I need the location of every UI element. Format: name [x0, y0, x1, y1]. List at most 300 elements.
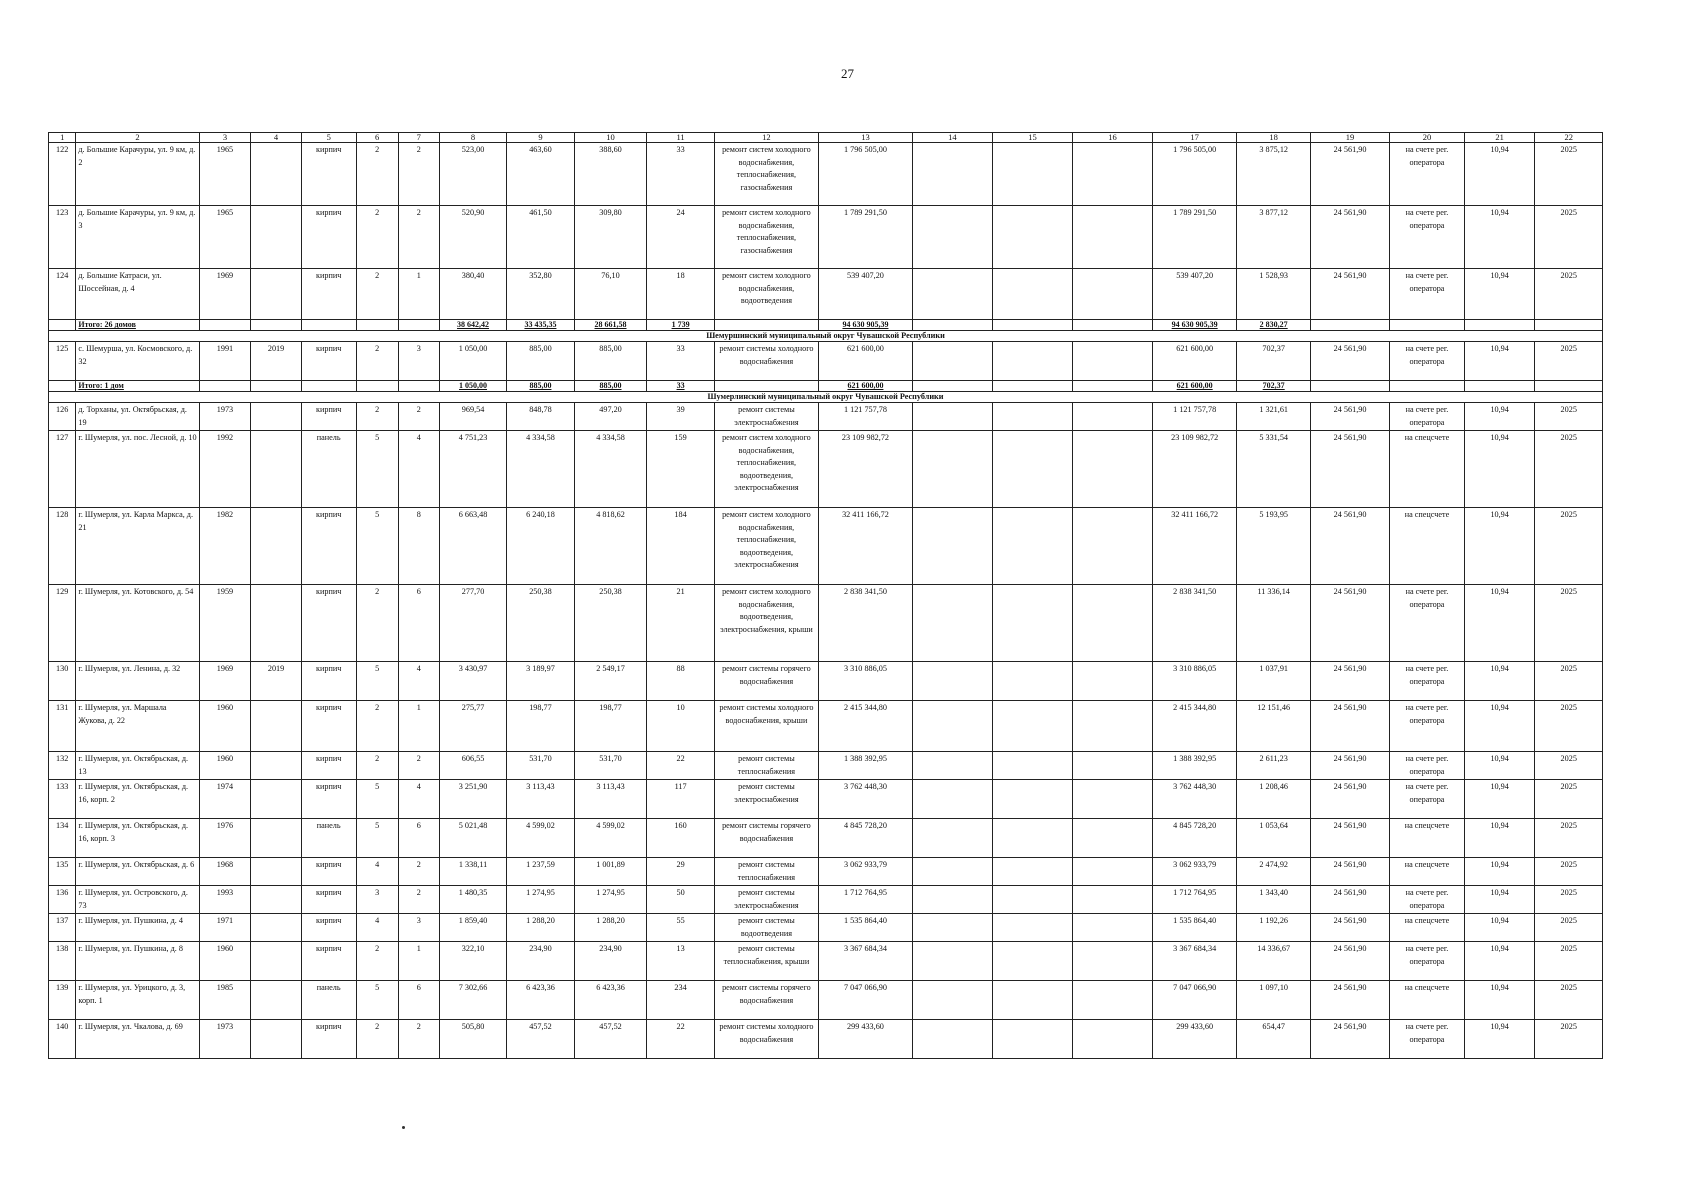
- table-cell: на счете рег. оператора: [1390, 206, 1465, 269]
- table-cell: 10,94: [1464, 662, 1535, 701]
- table-cell: 523,00: [439, 143, 506, 206]
- table-cell: 5: [356, 431, 398, 508]
- table-cell: 126: [49, 403, 76, 431]
- table-cell: на счете рег. оператора: [1390, 886, 1465, 914]
- table-cell: 234: [647, 981, 714, 1020]
- table-cell: 24 561,90: [1311, 585, 1390, 662]
- table-cell: 1 192,26: [1237, 914, 1311, 942]
- table-cell: ремонт систем холодного водоснабжения, теплоснабжения, газоснабжения: [714, 206, 818, 269]
- table-cell: 22: [647, 752, 714, 780]
- table-cell: 1 053,64: [1237, 819, 1311, 858]
- table-cell: [251, 752, 302, 780]
- table-cell: 3 251,90: [439, 780, 506, 819]
- table-cell: 969,54: [439, 403, 506, 431]
- table-cell: [992, 914, 1072, 942]
- table-cell: 13: [647, 942, 714, 981]
- table-cell: [1072, 403, 1152, 431]
- table-cell: 3 762 448,30: [819, 780, 913, 819]
- table-cell: 2: [356, 585, 398, 662]
- column-number-header: 8: [439, 133, 506, 143]
- table-cell: [912, 886, 992, 914]
- table-cell: 1 338,11: [439, 858, 506, 886]
- table-cell: 1: [398, 701, 439, 752]
- table-cell: 309,80: [574, 206, 647, 269]
- table-cell: 2025: [1535, 206, 1603, 269]
- table-cell: 127: [49, 431, 76, 508]
- table-cell: 39: [647, 403, 714, 431]
- table-cell: 198,77: [507, 701, 574, 752]
- table-cell: [251, 1020, 302, 1059]
- table-cell: 160: [647, 819, 714, 858]
- table-cell: кирпич: [301, 701, 356, 752]
- table-cell: ремонт системы водоотведения: [714, 914, 818, 942]
- table-cell: на спецсчете: [1390, 508, 1465, 585]
- section-header-row: [49, 392, 1603, 403]
- table-cell: 21: [647, 585, 714, 662]
- table-cell: 2025: [1535, 269, 1603, 320]
- table-cell: 2 549,17: [574, 662, 647, 701]
- table-cell: 1 712 764,95: [1153, 886, 1237, 914]
- table-cell: кирпич: [301, 780, 356, 819]
- table-cell: [912, 942, 992, 981]
- table-cell: 138: [49, 942, 76, 981]
- table-cell: 4 845 728,20: [1153, 819, 1237, 858]
- table-cell: [251, 981, 302, 1020]
- table-cell: 2025: [1535, 819, 1603, 858]
- table-cell: 28 661,58: [574, 320, 647, 331]
- table-cell: 32 411 166,72: [1153, 508, 1237, 585]
- table-cell: 140: [49, 1020, 76, 1059]
- table-row: [49, 403, 1603, 431]
- table-cell: д. Большие Катраси, ул. Шоссейная, д. 4: [76, 269, 199, 320]
- total-row: [49, 381, 1603, 392]
- table-cell: 497,20: [574, 403, 647, 431]
- table-cell: [251, 780, 302, 819]
- column-number-header: 3: [199, 133, 251, 143]
- table-cell: 380,40: [439, 269, 506, 320]
- table-cell: 10,94: [1464, 914, 1535, 942]
- table-cell: кирпич: [301, 942, 356, 981]
- table-cell: 2 415 344,80: [1153, 701, 1237, 752]
- table-cell: д. Большие Карачуры, ул. 9 км, д. 3: [76, 206, 199, 269]
- table-cell: на счете рег. оператора: [1390, 752, 1465, 780]
- table-cell: 1959: [199, 585, 251, 662]
- table-cell: [912, 701, 992, 752]
- table-cell: 133: [49, 780, 76, 819]
- table-cell: на счете рег. оператора: [1390, 701, 1465, 752]
- table-cell: кирпич: [301, 342, 356, 381]
- table-cell: 848,78: [507, 403, 574, 431]
- table-cell: ремонт систем холодного водоснабжения, теплоснабжения, газоснабжения: [714, 143, 818, 206]
- table-cell: 1 388 392,95: [1153, 752, 1237, 780]
- table-cell: 10,94: [1464, 403, 1535, 431]
- table-cell: [1535, 381, 1603, 392]
- column-number-header: 9: [507, 133, 574, 143]
- table-cell: кирпич: [301, 858, 356, 886]
- table-cell: [251, 914, 302, 942]
- table-cell: [1311, 381, 1390, 392]
- table-cell: 10,94: [1464, 701, 1535, 752]
- table-cell: на счете рег. оператора: [1390, 780, 1465, 819]
- table-cell: 1 050,00: [439, 381, 506, 392]
- table-cell: 3: [398, 914, 439, 942]
- table-cell: [251, 701, 302, 752]
- table-cell: 1 037,91: [1237, 662, 1311, 701]
- table-cell: д. Большие Карачуры, ул. 9 км, д. 2: [76, 143, 199, 206]
- table-cell: кирпич: [301, 886, 356, 914]
- table-cell: [992, 403, 1072, 431]
- table-cell: кирпич: [301, 752, 356, 780]
- table-cell: 2: [356, 143, 398, 206]
- table-cell: 24 561,90: [1311, 143, 1390, 206]
- table-cell: 2: [356, 269, 398, 320]
- table-cell: 1: [398, 942, 439, 981]
- table-cell: [1464, 320, 1535, 331]
- table-cell: 2025: [1535, 981, 1603, 1020]
- table-cell: 539 407,20: [819, 269, 913, 320]
- table-cell: 5: [356, 981, 398, 1020]
- table-cell: 3 875,12: [1237, 143, 1311, 206]
- table-cell: на спецсчете: [1390, 981, 1465, 1020]
- table-row: [49, 942, 1603, 981]
- table-cell: ремонт системы теплоснабжения: [714, 752, 818, 780]
- column-number-header: 20: [1390, 133, 1465, 143]
- table-cell: 33 435,35: [507, 320, 574, 331]
- table-cell: [251, 403, 302, 431]
- table-cell: 5: [356, 780, 398, 819]
- table-cell: 463,60: [507, 143, 574, 206]
- table-cell: 621 600,00: [1153, 342, 1237, 381]
- table-cell: [1072, 752, 1152, 780]
- table-cell: 2025: [1535, 431, 1603, 508]
- table-cell: 3 189,97: [507, 662, 574, 701]
- table-cell: на счете рег. оператора: [1390, 403, 1465, 431]
- table-cell: [912, 381, 992, 392]
- table-cell: [912, 914, 992, 942]
- table-cell: 10,94: [1464, 143, 1535, 206]
- table-cell: 2025: [1535, 585, 1603, 662]
- table-cell: [992, 819, 1072, 858]
- table-cell: [992, 508, 1072, 585]
- table-cell: 275,77: [439, 701, 506, 752]
- table-row: [49, 206, 1603, 269]
- table-cell: 14 336,67: [1237, 942, 1311, 981]
- table-cell: 885,00: [507, 342, 574, 381]
- table-cell: 299 433,60: [819, 1020, 913, 1059]
- column-number-header: 17: [1153, 133, 1237, 143]
- table-cell: [398, 381, 439, 392]
- table-cell: [714, 320, 818, 331]
- table-cell: 3 310 886,05: [1153, 662, 1237, 701]
- table-cell: 1 097,10: [1237, 981, 1311, 1020]
- table-cell: на счете рег. оператора: [1390, 662, 1465, 701]
- table-cell: 1 712 764,95: [819, 886, 913, 914]
- table-cell: 12 151,46: [1237, 701, 1311, 752]
- table-cell: 1960: [199, 942, 251, 981]
- table-cell: 1 528,93: [1237, 269, 1311, 320]
- table-cell: 33: [647, 143, 714, 206]
- table-cell: 606,55: [439, 752, 506, 780]
- table-cell: 702,37: [1237, 342, 1311, 381]
- table-cell: [992, 320, 1072, 331]
- table-cell: [912, 819, 992, 858]
- table-cell: [912, 143, 992, 206]
- table-cell: 1 859,40: [439, 914, 506, 942]
- table-cell: 1974: [199, 780, 251, 819]
- table-cell: 33: [647, 381, 714, 392]
- capital-repair-table-wrap: [48, 132, 1603, 1059]
- table-cell: [356, 320, 398, 331]
- table-cell: [992, 143, 1072, 206]
- table-cell: 2025: [1535, 858, 1603, 886]
- table-cell: 457,52: [574, 1020, 647, 1059]
- table-cell: 24 561,90: [1311, 662, 1390, 701]
- table-cell: 322,10: [439, 942, 506, 981]
- table-cell: [356, 381, 398, 392]
- table-row: [49, 508, 1603, 585]
- table-cell: [251, 206, 302, 269]
- table-cell: 139: [49, 981, 76, 1020]
- table-cell: Итого: 1 дом: [76, 381, 199, 392]
- table-cell: 10,94: [1464, 585, 1535, 662]
- table-cell: панель: [301, 431, 356, 508]
- column-number-header: 1: [49, 133, 76, 143]
- table-cell: 137: [49, 914, 76, 942]
- table-cell: кирпич: [301, 1020, 356, 1059]
- table-cell: ремонт систем холодного водоснабжения, водоотведения, электроснабжения, крыши: [714, 585, 818, 662]
- table-cell: ремонт системы теплоснабжения, крыши: [714, 942, 818, 981]
- table-cell: 4 751,23: [439, 431, 506, 508]
- table-cell: 2 830,27: [1237, 320, 1311, 331]
- table-cell: 1971: [199, 914, 251, 942]
- table-cell: 1 789 291,50: [1153, 206, 1237, 269]
- table-cell: 7 047 066,90: [1153, 981, 1237, 1020]
- total-row: [49, 320, 1603, 331]
- table-cell: 520,90: [439, 206, 506, 269]
- table-cell: 2: [398, 1020, 439, 1059]
- table-cell: 3 062 933,79: [1153, 858, 1237, 886]
- table-cell: 10,94: [1464, 886, 1535, 914]
- table-cell: 76,10: [574, 269, 647, 320]
- table-cell: 1982: [199, 508, 251, 585]
- table-cell: 1 480,35: [439, 886, 506, 914]
- table-cell: 702,37: [1237, 381, 1311, 392]
- table-cell: 198,77: [574, 701, 647, 752]
- table-cell: 2025: [1535, 342, 1603, 381]
- table-cell: 352,80: [507, 269, 574, 320]
- table-cell: 1968: [199, 858, 251, 886]
- table-cell: 8: [398, 508, 439, 585]
- table-cell: [1072, 342, 1152, 381]
- table-cell: на счете рег. оператора: [1390, 269, 1465, 320]
- table-cell: на спецсчете: [1390, 431, 1465, 508]
- table-cell: [1311, 320, 1390, 331]
- table-cell: 1 321,61: [1237, 403, 1311, 431]
- table-cell: [992, 662, 1072, 701]
- table-row: [49, 780, 1603, 819]
- table-cell: 234,90: [574, 942, 647, 981]
- table-cell: [1072, 269, 1152, 320]
- table-cell: [398, 320, 439, 331]
- table-cell: [1072, 886, 1152, 914]
- table-cell: 10,94: [1464, 819, 1535, 858]
- table-cell: 3 430,97: [439, 662, 506, 701]
- table-cell: 24 561,90: [1311, 981, 1390, 1020]
- table-cell: 3 062 933,79: [819, 858, 913, 886]
- table-cell: 2025: [1535, 1020, 1603, 1059]
- table-cell: 1973: [199, 1020, 251, 1059]
- table-cell: 5: [356, 819, 398, 858]
- table-cell: 129: [49, 585, 76, 662]
- table-cell: 6: [398, 981, 439, 1020]
- table-cell: [992, 342, 1072, 381]
- table-cell: 2: [398, 886, 439, 914]
- table-cell: 2 838 341,50: [819, 585, 913, 662]
- table-cell: 10: [647, 701, 714, 752]
- table-cell: 24 561,90: [1311, 858, 1390, 886]
- table-cell: на спецсчете: [1390, 914, 1465, 942]
- table-cell: 1965: [199, 143, 251, 206]
- table-cell: 1 121 757,78: [819, 403, 913, 431]
- table-cell: 1 288,20: [574, 914, 647, 942]
- table-cell: 2025: [1535, 780, 1603, 819]
- table-cell: кирпич: [301, 206, 356, 269]
- column-number-header-row: [49, 133, 1603, 143]
- table-cell: [1072, 381, 1152, 392]
- table-cell: 1: [398, 269, 439, 320]
- table-cell: [251, 431, 302, 508]
- table-cell: 2 415 344,80: [819, 701, 913, 752]
- table-cell: 3 367 684,34: [819, 942, 913, 981]
- table-cell: [49, 320, 76, 331]
- table-cell: кирпич: [301, 508, 356, 585]
- table-cell: 10,94: [1464, 981, 1535, 1020]
- table-cell: 24 561,90: [1311, 701, 1390, 752]
- table-cell: 457,52: [507, 1020, 574, 1059]
- table-cell: [1072, 858, 1152, 886]
- table-row: [49, 886, 1603, 914]
- table-cell: ремонт систем холодного водоснабжения, теплоснабжения, водоотведения, электроснабжения: [714, 508, 818, 585]
- table-cell: ремонт системы горячего водоснабжения: [714, 819, 818, 858]
- table-cell: [912, 858, 992, 886]
- table-cell: 885,00: [574, 342, 647, 381]
- table-cell: ремонт систем холодного водоснабжения, водоотведения: [714, 269, 818, 320]
- table-cell: 3 877,12: [1237, 206, 1311, 269]
- column-number-header: 5: [301, 133, 356, 143]
- table-cell: 122: [49, 143, 76, 206]
- table-cell: 1 535 864,40: [1153, 914, 1237, 942]
- column-number-header: 2: [76, 133, 199, 143]
- table-cell: 388,60: [574, 143, 647, 206]
- column-number-header: 16: [1072, 133, 1152, 143]
- table-cell: 7 302,66: [439, 981, 506, 1020]
- table-cell: 94 630 905,39: [819, 320, 913, 331]
- table-cell: 6 423,36: [574, 981, 647, 1020]
- table-cell: г. Шумерля, ул. Чкалова, д. 69: [76, 1020, 199, 1059]
- table-cell: [912, 431, 992, 508]
- table-cell: [912, 1020, 992, 1059]
- table-cell: 4 818,62: [574, 508, 647, 585]
- table-cell: [199, 381, 251, 392]
- table-cell: [251, 942, 302, 981]
- table-cell: [992, 431, 1072, 508]
- table-cell: 124: [49, 269, 76, 320]
- table-cell: 2025: [1535, 508, 1603, 585]
- column-number-header: 11: [647, 133, 714, 143]
- table-cell: 2019: [251, 342, 302, 381]
- table-cell: 1 121 757,78: [1153, 403, 1237, 431]
- table-cell: [912, 508, 992, 585]
- table-cell: 2: [398, 403, 439, 431]
- table-cell: 1 535 864,40: [819, 914, 913, 942]
- table-cell: 1985: [199, 981, 251, 1020]
- table-cell: 4: [398, 431, 439, 508]
- table-cell: 24: [647, 206, 714, 269]
- table-cell: [1072, 508, 1152, 585]
- table-cell: 159: [647, 431, 714, 508]
- table-cell: 32 411 166,72: [819, 508, 913, 585]
- table-cell: 2025: [1535, 752, 1603, 780]
- table-cell: [992, 981, 1072, 1020]
- table-cell: 531,70: [507, 752, 574, 780]
- table-row: [49, 662, 1603, 701]
- table-cell: 1960: [199, 752, 251, 780]
- column-number-header: 7: [398, 133, 439, 143]
- table-cell: 128: [49, 508, 76, 585]
- table-cell: 136: [49, 886, 76, 914]
- table-cell: 2: [356, 206, 398, 269]
- table-cell: г. Шумерля, ул. Октябрьская, д. 16, корп. 2: [76, 780, 199, 819]
- table-cell: на счете рег. оператора: [1390, 143, 1465, 206]
- table-cell: [1072, 914, 1152, 942]
- table-cell: кирпич: [301, 143, 356, 206]
- table-cell: 3 310 886,05: [819, 662, 913, 701]
- table-cell: ремонт системы электроснабжения: [714, 780, 818, 819]
- column-number-header: 10: [574, 133, 647, 143]
- table-cell: 5 021,48: [439, 819, 506, 858]
- table-cell: 3 367 684,34: [1153, 942, 1237, 981]
- table-cell: [992, 585, 1072, 662]
- table-cell: 117: [647, 780, 714, 819]
- table-cell: 1 388 392,95: [819, 752, 913, 780]
- table-cell: 24 561,90: [1311, 269, 1390, 320]
- table-cell: [912, 320, 992, 331]
- table-cell: на спецсчете: [1390, 858, 1465, 886]
- table-cell: 6 423,36: [507, 981, 574, 1020]
- table-cell: ремонт системы холодного водоснабжения: [714, 342, 818, 381]
- table-cell: [912, 403, 992, 431]
- table-cell: 135: [49, 858, 76, 886]
- table-cell: 1960: [199, 701, 251, 752]
- table-cell: [912, 752, 992, 780]
- table-cell: 1992: [199, 431, 251, 508]
- table-cell: 10,94: [1464, 431, 1535, 508]
- table-cell: панель: [301, 819, 356, 858]
- table-cell: с. Шемурша, ул. Космовского, д. 32: [76, 342, 199, 381]
- table-cell: 539 407,20: [1153, 269, 1237, 320]
- table-cell: 505,80: [439, 1020, 506, 1059]
- table-cell: 1993: [199, 886, 251, 914]
- table-cell: ремонт системы горячего водоснабжения: [714, 981, 818, 1020]
- table-cell: [992, 752, 1072, 780]
- table-cell: г. Шумерля, ул. Октябрьская, д. 16, корп. 3: [76, 819, 199, 858]
- table-cell: 1973: [199, 403, 251, 431]
- table-cell: [992, 1020, 1072, 1059]
- table-row: [49, 342, 1603, 381]
- table-cell: г. Шумерля, ул. Маршала Жукова, д. 22: [76, 701, 199, 752]
- table-cell: 1 208,46: [1237, 780, 1311, 819]
- table-cell: 3 113,43: [574, 780, 647, 819]
